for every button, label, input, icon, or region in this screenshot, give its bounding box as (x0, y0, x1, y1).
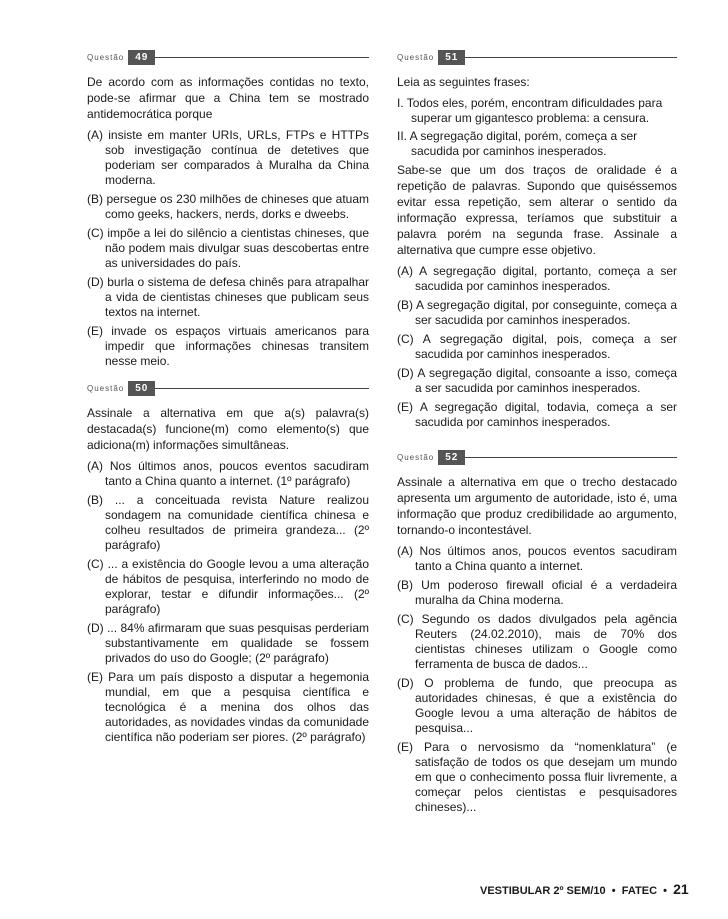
sentence-i: I. Todos eles, porém, encontram dificuldades para superar um gigantesco problema: a censura. (397, 96, 663, 125)
option-e: (E) Para o nervosismo da “nomenklatura” (e satisfação de todos os que desejam um mundo em que o conhecimento possa fluir livremente, a começar pelos cientistas e pesquisadores chineses)... (397, 740, 677, 814)
question-49-header (87, 48, 369, 66)
separator-bullet: • (611, 885, 616, 897)
option-a: (A) Nos últimos anos, poucos eventos sacudiram tanto a China quanto a internet. (1º parágrafo) (87, 459, 369, 488)
question-label: Questão (87, 383, 125, 393)
option-a: (A) A segregação digital, portanto, começa a ser sacudida por caminhos inesperados. (397, 264, 677, 293)
option-b: (B) A segregação digital, por conseguinte, começa a ser sacudida por caminhos inesperados. (397, 298, 677, 327)
option-b: (B) Um poderoso firewall oficial é a verdadeira muralha da China moderna. (397, 578, 677, 607)
question-49-stem: De acordo com as informações contidas no texto, pode-se afirmar que a China tem se mostrado antidemocrática porque (87, 75, 369, 121)
question-number: 49 (128, 50, 155, 65)
question-52-header (397, 448, 677, 466)
question-label: Questão (397, 52, 435, 62)
sentence-ii: II. A segregação digital, porém, começa a ser sacudida por caminhos inesperados. (397, 129, 638, 158)
right-column (397, 48, 677, 819)
option-a: (A) Nos últimos anos, poucos eventos sacudiram tanto a China quanto a internet. (397, 544, 677, 573)
divider (465, 57, 677, 58)
question-50-stem: Assinale a alternativa em que a(s) palavra(s) destacada(s) funcione(m) como elemento(s) que adiciona(m) informações simultâneas. (87, 406, 369, 452)
question-51-stem: Sabe-se que um dos traços de oralidade é a repetição de palavras. Supondo que quiséssemos evitar essa repetição, sem alterar o sentido da informação expressa, teríamos que substituir a palavra porém na segunda frase. Assinale a alternativa que cumpre esse objetivo. (397, 163, 677, 257)
option-d: (D) ... 84% afirmaram que suas pesquisas perderiam substantivamente em qualidade se fossem privados do uso do Google; (2º parágrafo) (87, 621, 369, 665)
page-number: 21 (673, 881, 689, 897)
question-number: 51 (438, 50, 465, 65)
divider (465, 457, 677, 458)
option-a: (A) insiste em manter URIs, URLs, FTPs e HTTPs sob investigação contínua de detetives que poderiam ser comparados à Muralha da China moderna. (87, 128, 369, 187)
option-d: (D) O problema de fundo, que preocupa as autoridades chinesas, é que a existência do Google levou a uma alteração de hábitos de pesquisa... (397, 676, 677, 735)
option-e: (E) invade os espaços virtuais americanos para impedir que informações chinesas transitem nesse meio. (87, 324, 369, 368)
question-number: 50 (128, 381, 155, 396)
question-51-intro: Leia as seguintes frases: (397, 75, 530, 89)
option-d: (D) burla o sistema de defesa chinês para atrapalhar a vida de cientistas chineses que publicam seus textos na internet. (87, 275, 369, 319)
question-label: Questão (397, 452, 435, 462)
option-c: (C) Segundo os dados divulgados pela agência Reuters (24.02.2010), mais de 70% dos cientistas chineses utilizam o Google como ferramenta de busca de dados... (397, 612, 677, 671)
question-number: 52 (438, 450, 465, 465)
option-c: (C) ... a existência do Google levou a uma alteração de hábitos de pesquisa, interferindo no modo de explorar, testar e difundir informações... (2º parágrafo) (87, 557, 369, 616)
question-52-stem: Assinale a alternativa em que o trecho destacado apresenta um argumento de autoridade, isto é, uma informação que produz credibilidade ao argumento, tornando-o incontestável. (397, 475, 677, 537)
question-50-header (87, 379, 369, 397)
divider (155, 57, 369, 58)
divider (155, 388, 369, 389)
exam-name: VESTIBULAR 2º SEM/10 (480, 885, 606, 897)
option-e: (E) Para um país disposto a disputar a hegemonia mundial, em que a pesquisa científica e tecnológica é a menina dos olhos das autoridades, as novidades vindas da comunidade científica não poderiam ser piores. (2º parágrafo) (87, 670, 369, 744)
question-51-header (397, 48, 677, 66)
option-d: (D) A segregação digital, consoante a isso, começa a ser sacudida por caminhos inesperados. (397, 366, 677, 395)
separator-bullet: • (663, 885, 668, 897)
option-b: (B) persegue os 230 milhões de chineses que atuam como geeks, hackers, nerds, dorks e dweebs. (87, 192, 369, 221)
question-label: Questão (87, 52, 125, 62)
option-c: (C) A segregação digital, pois, começa a ser sacudida por caminhos inesperados. (397, 332, 677, 361)
option-c: (C) impõe a lei do silêncio a cientistas chineses, que não podem mais divulgar suas descobertas entre as universidades do país. (87, 226, 369, 270)
school-name: FATEC (621, 885, 658, 897)
page-footer (480, 881, 689, 897)
option-e: (E) A segregação digital, todavia, começa a ser sacudida por caminhos inesperados. (397, 400, 677, 429)
left-column (87, 48, 369, 749)
option-b: (B) ... a conceituada revista Nature realizou sondagem na comunidade científica chinesa e colheu resultados de primeira grandeza... (2º parágrafo) (87, 493, 369, 552)
